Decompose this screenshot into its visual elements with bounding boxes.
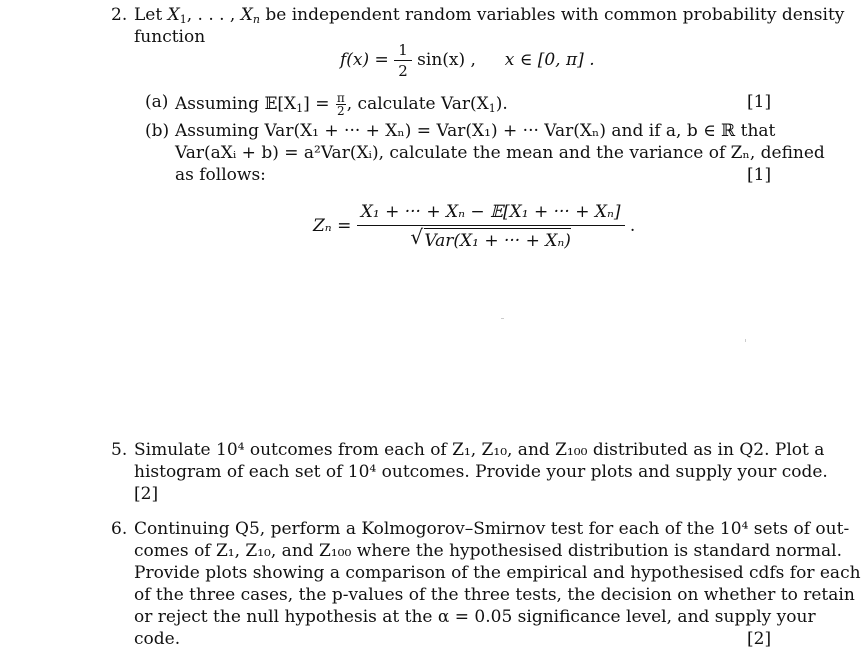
q2-intro-line2: function [134, 27, 206, 47]
q6-line1: Continuing Q5, perform a Kolmogorov–Smirnov test for each of the 10⁴ sets of out- [134, 519, 850, 539]
part-b-line1: Assuming Var(X₁ + ··· + Xₙ) = Var(X₁) + ··· Var(Xₙ) and if a, b ∈ ℝ that [175, 121, 776, 141]
q5-line2: histogram of each set of 10⁴ outcomes. Provide your plots and supply your code. [134, 462, 828, 482]
q2-number: 2. [111, 5, 128, 25]
density-domain: x ∈ [0, π] . [504, 50, 595, 70]
q5-number: 5. [111, 440, 128, 460]
density-fraction: $\frac{1}{2}$ [394, 42, 412, 79]
part-a-label: (a) [145, 92, 169, 112]
part-b-line3: as follows: [175, 165, 266, 185]
part-a-marks: [1] [747, 92, 772, 112]
q6-line3: Provide plots showing a comparison of the empirical and hypothesised cdfs for each [134, 563, 861, 583]
q6-line4: of the three cases, the p-values of the three tests, the decision on whether to retain [134, 585, 855, 605]
zn-fraction [357, 201, 625, 252]
part-a-fraction: $\frac{\pi}{2}$ [336, 91, 345, 118]
zn-denominator: √ Var(X₁ + ··· + Xₙ) [410, 225, 571, 251]
part-b-marks: [1] [747, 165, 772, 185]
q2-intro-prefix: Let [134, 5, 163, 25]
scan-speck [501, 318, 504, 319]
part-b-line2: Var(aXᵢ + b) = a²Var(Xᵢ), calculate the mean and the variance of Zₙ, defined [175, 143, 825, 163]
scan-speck [745, 339, 746, 342]
q6-line5: or reject the null hypothesis at the α = 0.05 significance level, and supply your [134, 607, 816, 627]
q6-marks: [2] [747, 629, 772, 649]
q6-line2: comes of Z₁, Z₁₀, and Z₁₀₀ where the hypothesised distribution is standard normal. [134, 541, 843, 561]
part-b-label: (b) [145, 121, 170, 141]
zn-period: . [629, 216, 636, 236]
part-a-text: Assuming $𝔼[X_1]$ = $\frac{\pi}{2}$ , calculate $Var(X_1)$. [175, 91, 508, 118]
q5-marks: [2] [134, 484, 159, 504]
zn-numerator: X₁ + ··· + Xₙ − 𝔼[X₁ + ··· + Xₙ] [357, 201, 625, 226]
zn-lhs: Zₙ = [313, 216, 352, 236]
q2-intro-rest: be independent random variables with common probability density [265, 5, 845, 25]
q6-number: 6. [111, 519, 128, 539]
q2-intro-line1: Let $X_1$, . . . , $X_n$ be independent random variables with common probability density [134, 5, 845, 26]
density-rhs: sin(x) , [417, 50, 476, 70]
q6-line6: code. [134, 629, 181, 649]
q5-line1: Simulate 10⁴ outcomes from each of Z₁, Z₁₀, and Z₁₀₀ distributed as in Q2. Plot a [134, 440, 825, 460]
q2-density-equation [340, 40, 595, 80]
zn-equation [313, 201, 635, 252]
density-lhs: f(x) = [340, 50, 389, 70]
